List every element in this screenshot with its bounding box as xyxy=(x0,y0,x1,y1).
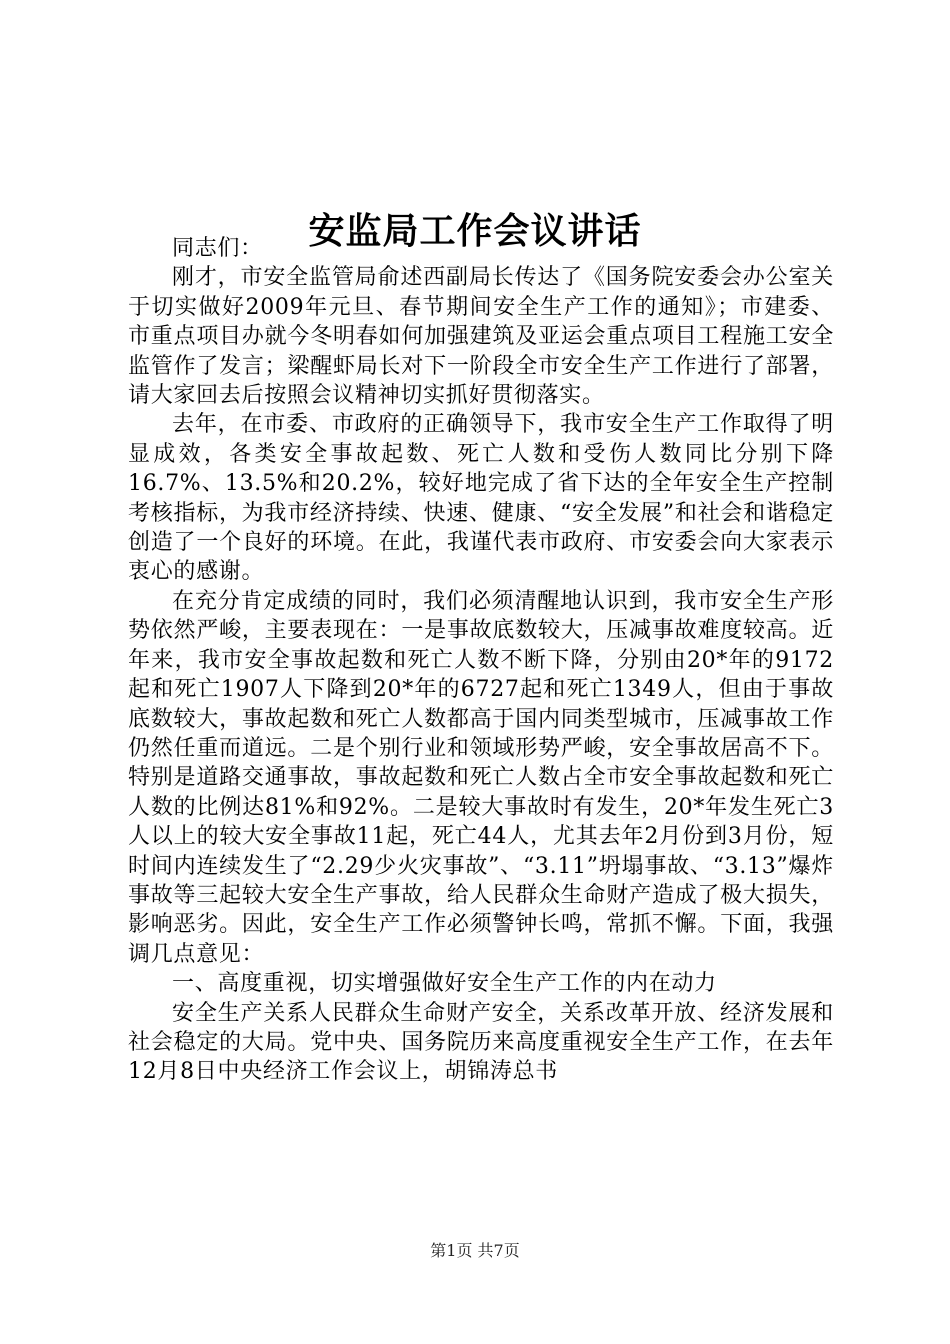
greeting: 同志们： xyxy=(172,236,263,261)
paragraph-2: 去年，在市委、市政府的正确领导下，我市安全生产工作取得了明显成效，各类安全事故起数、死亡人数和受伤人数同比分别下降16.7%、13.5%和20.2%，较好地完成了省下达的全年安全生产控制考核指标，为我市经济持续、快速、健康、“安全发展”和社会和谐稳定创造了一个良好的环境。在此，我谨代表市政府、市安委会向大家表示衷心的感谢。 xyxy=(128,412,834,585)
document-title: 安监局工作会议讲话 xyxy=(308,210,642,253)
document-body xyxy=(128,234,834,1087)
section-heading-1: 一、高度重视，切实增强做好安全生产工作的内在动力 xyxy=(172,971,717,997)
paragraph-3: 在充分肯定成绩的同时，我们必须清醒地认识到，我市安全生产形势依然严峻，主要表现在：一是事故底数较大，压减事故难度较高。近年来，我市安全事故起数和死亡人数不断下降，分别由20*年的9172起和死亡1907人下降到20*年的6727起和死亡1349人，但由于事故底数较大，事故起数和死亡人数都高于国内同类型城市，压减事故工作仍然任重而道远。二是个别行业和领域形势严峻，安全事故居高不下。特别是道路交通事故，事故起数和死亡人数占全市安全事故起数和死亡人数的比例达81%和92%。二是较大事故时有发生，20*年发生死亡3人以上的较大安全事故11起，死亡44人，尤其去年2月份到3月份，短时间内连续发生了“2.29少火灾事故”、“3.11”坍塌事故、“3.13”爆炸事故等三起较大安全生产事故，给人民群众生命财产造成了极大损失，影响恶劣。因此，安全生产工作必须警钟长鸣，常抓不懈。下面，我强调几点意见： xyxy=(128,588,834,967)
paragraph-1: 刚才，市安全监管局俞述西副局长传达了《国务院安委会办公室关于切实做好2009年元旦、春节期间安全生产工作的通知》；市建委、市重点项目办就今冬明春如何加强建筑及亚运会重点项目工程施工安全监管作了发言；梁醒虾局长对下一阶段全市安全生产工作进行了部署，请大家回去后按照会议精神切实抓好贯彻落实。 xyxy=(128,265,834,409)
page-footer: 第1页 共7页 xyxy=(430,1241,520,1260)
paragraph-4: 安全生产关系人民群众生命财产安全，关系改革开放、经济发展和社会稳定的大局。党中央、国务院历来高度重视安全生产工作，在去年12月8日中央经济工作会议上，胡锦涛总书 xyxy=(128,1000,834,1085)
